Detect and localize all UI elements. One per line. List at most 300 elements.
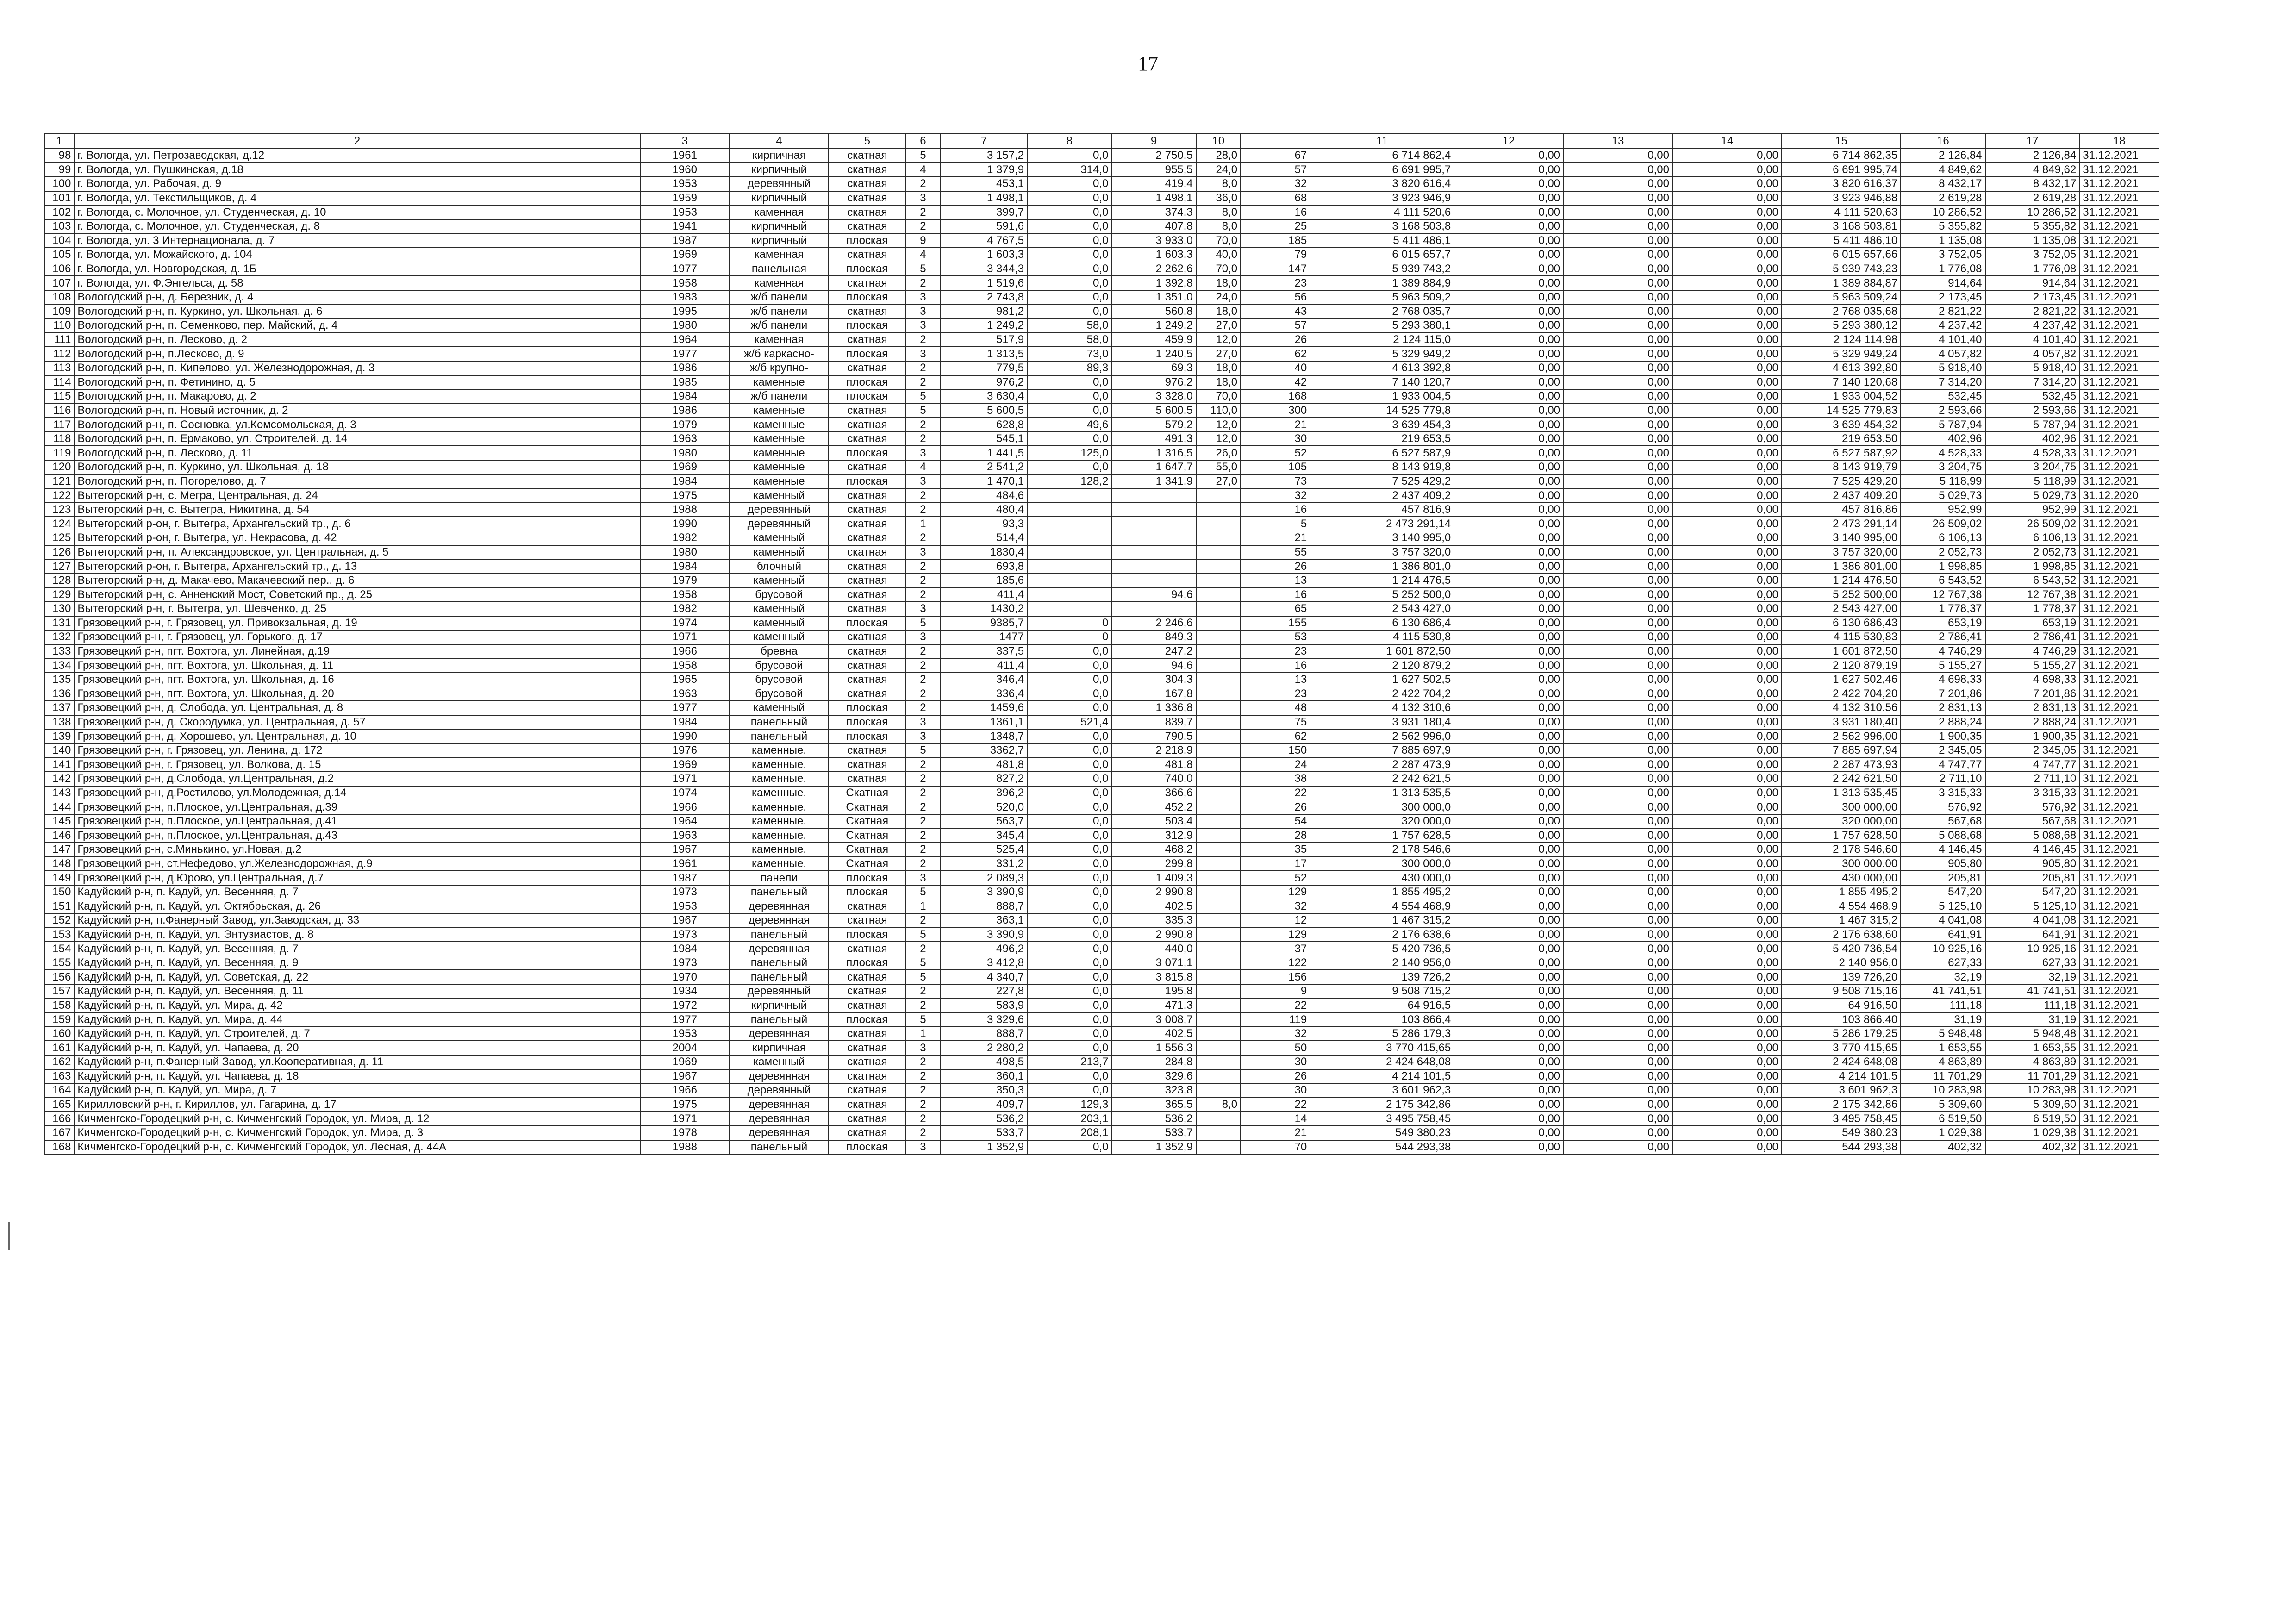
table-cell: 31.12.2021 — [2079, 871, 2159, 885]
table-cell: 57 — [1241, 163, 1310, 177]
table-cell: 6 714 862,4 — [1310, 149, 1454, 163]
table-row — [44, 1041, 2159, 1055]
table-cell: 109 — [44, 305, 74, 319]
table-cell: 1961 — [640, 857, 730, 871]
table-cell: 2 126,84 — [1985, 149, 2080, 163]
table-cell: 471,3 — [1111, 999, 1196, 1013]
table-cell: 1972 — [640, 999, 730, 1013]
table-cell: 0,00 — [1563, 333, 1672, 347]
table-cell — [1196, 673, 1241, 687]
table-cell — [1196, 488, 1241, 503]
table-cell: 2 768 035,7 — [1310, 305, 1454, 319]
table-cell: 31.12.2021 — [2079, 786, 2159, 800]
table-cell — [1196, 829, 1241, 843]
table-cell: 31.12.2021 — [2079, 305, 2159, 319]
table-cell: 2 437 409,20 — [1782, 488, 1901, 503]
table-cell: 3 — [905, 871, 940, 885]
table-cell: 0,00 — [1563, 743, 1672, 758]
table-cell: 1 900,35 — [1901, 729, 1985, 743]
table-cell: 0,00 — [1672, 800, 1782, 814]
table-cell: 102 — [44, 205, 74, 219]
table-row — [44, 460, 2159, 475]
table-cell: Скатная — [829, 857, 905, 871]
table-cell: 299,8 — [1111, 857, 1196, 871]
table-cell: Кадуйский р-н, п. Кадуй, ул. Энтузиастов, д. 8 — [74, 928, 640, 942]
table-cell: 0,00 — [1454, 1126, 1563, 1140]
table-row — [44, 871, 2159, 885]
table-cell: каменный — [730, 616, 829, 631]
table-cell: 336,4 — [940, 687, 1027, 701]
table-row — [44, 942, 2159, 956]
table-cell: 0,0 — [1027, 389, 1111, 404]
table-cell: панельный — [730, 715, 829, 730]
table-row — [44, 149, 2159, 163]
table-cell: 4 — [905, 460, 940, 475]
table-cell: 117 — [44, 418, 74, 432]
table-cell: 0,0 — [1027, 1012, 1111, 1027]
table-cell: 2 173,45 — [1901, 290, 1985, 305]
table-cell: скатная — [829, 248, 905, 262]
table-cell: 1960 — [640, 163, 730, 177]
table-cell: 116 — [44, 404, 74, 418]
table-cell: скатная — [829, 687, 905, 701]
table-cell: 8 432,17 — [1901, 177, 1985, 191]
table-cell: 1 — [905, 899, 940, 913]
table-cell: 3 315,33 — [1985, 786, 2080, 800]
table-cell: 120 — [44, 460, 74, 475]
table-cell: г. Вологда, ул. Ф.Энгельса, д. 58 — [74, 276, 640, 290]
table-cell: 0,00 — [1563, 460, 1672, 475]
table-cell: 0,00 — [1672, 389, 1782, 404]
header-cell: 13 — [1563, 134, 1672, 149]
table-cell: 1 603,3 — [1111, 248, 1196, 262]
table-cell: 2 562 996,0 — [1310, 729, 1454, 743]
table-cell: 8,0 — [1196, 219, 1241, 234]
table-cell: скатная — [829, 1098, 905, 1112]
table-cell: 2 593,66 — [1985, 404, 2080, 418]
table-cell: Вологодский р-н, п. Фетинино, д. 5 — [74, 375, 640, 390]
table-cell: Грязовецкий р-н, д.Слобода, ул.Центральная, д.2 — [74, 772, 640, 786]
table-cell: 567,68 — [1985, 814, 2080, 829]
table-cell: 2 — [905, 1069, 940, 1084]
table-cell: Грязовецкий р-н, г. Грязовец, ул. Привокзальная, д. 19 — [74, 616, 640, 631]
table-cell: 31.12.2021 — [2079, 149, 2159, 163]
table-cell: 136 — [44, 687, 74, 701]
table-cell: ж/б панели — [730, 389, 829, 404]
table-cell: 1984 — [640, 715, 730, 730]
table-cell: 1977 — [640, 262, 730, 276]
table-cell: 4 554 468,9 — [1782, 899, 1901, 913]
table-cell: 0,00 — [1454, 885, 1563, 899]
table-cell: 583,9 — [940, 999, 1027, 1013]
table-cell: 79 — [1241, 248, 1310, 262]
table-cell: 312,9 — [1111, 829, 1196, 843]
table-cell: каменный — [730, 1055, 829, 1069]
table-cell: 0,00 — [1454, 715, 1563, 730]
table-cell: 7 314,20 — [1901, 375, 1985, 390]
table-cell: 2 345,05 — [1901, 743, 1985, 758]
table-cell: скатная — [829, 418, 905, 432]
table-cell: плоская — [829, 956, 905, 970]
table-cell: бревна — [730, 644, 829, 659]
table-cell: скатная — [829, 305, 905, 319]
table-cell: ж/б каркасно- — [730, 347, 829, 361]
table-cell: 2 — [905, 1126, 940, 1140]
table-cell: 185,6 — [940, 574, 1027, 588]
table-cell: каменные — [730, 404, 829, 418]
table-cell — [1111, 488, 1196, 503]
table-cell: 3 168 503,81 — [1782, 219, 1901, 234]
table-cell: Кадуйский р-н, п. Кадуй, ул. Советская, д. 22 — [74, 970, 640, 984]
table-row — [44, 219, 2159, 234]
table-cell: 7 885 697,94 — [1782, 743, 1901, 758]
table-cell — [1196, 1012, 1241, 1027]
table-cell: 50 — [1241, 1041, 1310, 1055]
table-cell: деревянная — [730, 1112, 829, 1126]
table-cell: 14 525 779,83 — [1782, 404, 1901, 418]
table-cell: 31.12.2021 — [2079, 503, 2159, 517]
table-cell: брусовой — [730, 658, 829, 673]
table-cell: плоская — [829, 347, 905, 361]
table-row — [44, 418, 2159, 432]
table-cell: 1 — [905, 1027, 940, 1041]
table-cell: 6 519,50 — [1985, 1112, 2080, 1126]
table-cell: 31.12.2021 — [2079, 687, 2159, 701]
table-cell — [1027, 602, 1111, 616]
table-cell: 0,00 — [1563, 347, 1672, 361]
table-cell: 31.12.2021 — [2079, 432, 2159, 446]
table-cell: 0,00 — [1563, 531, 1672, 545]
table-cell: Вологодский р-н, д. Березник, д. 4 — [74, 290, 640, 305]
table-cell: 139 726,20 — [1782, 970, 1901, 984]
table-cell: 5 — [905, 262, 940, 276]
table-row — [44, 191, 2159, 206]
table-cell: 0,00 — [1563, 644, 1672, 659]
table-cell: 5 088,68 — [1985, 829, 2080, 843]
table-cell: 1 135,08 — [1985, 234, 2080, 248]
table-cell: 2 593,66 — [1901, 404, 1985, 418]
table-cell: 1459,6 — [940, 701, 1027, 715]
table-cell: 3 770 415,65 — [1310, 1041, 1454, 1055]
table-cell: 0,0 — [1027, 205, 1111, 219]
table-cell: 0,00 — [1454, 928, 1563, 942]
table-cell — [1196, 885, 1241, 899]
table-cell: 337,5 — [940, 644, 1027, 659]
table-cell: 402,5 — [1111, 1027, 1196, 1041]
table-row — [44, 333, 2159, 347]
table-cell: 31.12.2021 — [2079, 234, 2159, 248]
table-cell: скатная — [829, 503, 905, 517]
table-cell: 2 262,6 — [1111, 262, 1196, 276]
table-cell: 43 — [1241, 305, 1310, 319]
table-cell: 1975 — [640, 488, 730, 503]
table-cell: 0,00 — [1672, 658, 1782, 673]
table-cell: Кадуйский р-н, п.Фанерный Завод, ул.Кооперативная, д. 11 — [74, 1055, 640, 1069]
table-cell: Грязовецкий р-н, с.Минькино, ул.Новая, д.2 — [74, 843, 640, 857]
table-cell: Вологодский р-н, п. Сосновка, ул.Комсомольская, д. 3 — [74, 418, 640, 432]
table-cell: 23 — [1241, 276, 1310, 290]
table-cell: скатная — [829, 1069, 905, 1084]
table-cell: 976,2 — [1111, 375, 1196, 390]
table-cell: панельный — [730, 1140, 829, 1155]
table-cell: 0,00 — [1672, 375, 1782, 390]
table-cell: 156 — [1241, 970, 1310, 984]
table-cell: 0,00 — [1672, 1069, 1782, 1084]
table-cell: 18,0 — [1196, 305, 1241, 319]
header-cell: 12 — [1454, 134, 1563, 149]
table-cell: 31.12.2021 — [2079, 715, 2159, 730]
header-cell: 1 — [44, 134, 74, 149]
table-cell: 31.12.2021 — [2079, 1098, 2159, 1112]
table-cell: каменный — [730, 701, 829, 715]
table-cell: 0,00 — [1454, 1027, 1563, 1041]
table-cell: 1 601 872,50 — [1782, 644, 1901, 659]
table-row — [44, 276, 2159, 290]
table-cell: 0,00 — [1454, 758, 1563, 772]
table-row — [44, 475, 2159, 489]
table-cell: скатная — [829, 658, 905, 673]
table-cell: 31.12.2021 — [2079, 1083, 2159, 1098]
table-cell: 481,8 — [1111, 758, 1196, 772]
table-cell: 2004 — [640, 1041, 730, 1055]
table-cell: 65 — [1241, 602, 1310, 616]
table-cell: 144 — [44, 800, 74, 814]
table-cell — [1111, 531, 1196, 545]
table-cell: 31.12.2021 — [2079, 800, 2159, 814]
table-cell: 693,8 — [940, 559, 1027, 574]
table-cell: 0,0 — [1027, 658, 1111, 673]
table-cell: 2 711,10 — [1901, 772, 1985, 786]
table-cell: 0,00 — [1454, 843, 1563, 857]
table-cell: 0,0 — [1027, 701, 1111, 715]
table-cell: 101 — [44, 191, 74, 206]
table-cell: 3 412,8 — [940, 956, 1027, 970]
table-cell: 0,00 — [1563, 219, 1672, 234]
table-cell: 5 329 949,24 — [1782, 347, 1901, 361]
table-cell: 1987 — [640, 871, 730, 885]
table-cell: 0,00 — [1672, 644, 1782, 659]
table-cell — [1196, 743, 1241, 758]
table-cell: 32 — [1241, 1027, 1310, 1041]
table-cell: плоская — [829, 885, 905, 899]
table-cell: 0,00 — [1454, 1098, 1563, 1112]
table-cell: 0,00 — [1672, 234, 1782, 248]
table-cell: 5 118,99 — [1901, 475, 1985, 489]
table-cell: 31.12.2021 — [2079, 984, 2159, 999]
table-cell: 0,0 — [1027, 191, 1111, 206]
table-cell: Вологодский р-н, п. Семенково, пер. Майский, д. 4 — [74, 319, 640, 333]
table-cell — [1196, 942, 1241, 956]
table-cell: 0,00 — [1672, 899, 1782, 913]
table-cell: Вытегорский р-н, г. Вытегра, ул. Шевченко, д. 25 — [74, 602, 640, 616]
table-cell: 1 336,8 — [1111, 701, 1196, 715]
table-cell: 409,7 — [940, 1098, 1027, 1112]
table-row — [44, 446, 2159, 460]
table-cell: 2 140 956,0 — [1782, 956, 1901, 970]
table-cell: 0,00 — [1672, 1140, 1782, 1155]
table-cell: 320 000,00 — [1782, 814, 1901, 829]
table-cell: 0,00 — [1563, 1041, 1672, 1055]
table-cell: 468,2 — [1111, 843, 1196, 857]
table-cell: 300 000,00 — [1782, 857, 1901, 871]
table-cell: 5 — [905, 1012, 940, 1027]
table-cell: 323,8 — [1111, 1083, 1196, 1098]
table-cell: 31.12.2021 — [2079, 616, 2159, 631]
table-cell: 533,7 — [1111, 1126, 1196, 1140]
table-cell: 111,18 — [1985, 999, 2080, 1013]
table-cell: 5 252 500,0 — [1310, 587, 1454, 602]
table-cell: 21 — [1241, 1126, 1310, 1140]
table-cell: 64 916,5 — [1310, 999, 1454, 1013]
table-cell: 4 101,40 — [1901, 333, 1985, 347]
table-cell — [1196, 871, 1241, 885]
table-cell: 579,2 — [1111, 418, 1196, 432]
table-cell: 0,00 — [1563, 1083, 1672, 1098]
table-cell: скатная — [829, 149, 905, 163]
header-cell: 5 — [829, 134, 905, 149]
table-cell: Грязовецкий р-н, пгт. Вохтога, ул. Линейная, д.19 — [74, 644, 640, 659]
table-cell: 459,9 — [1111, 333, 1196, 347]
table-cell: 0,00 — [1454, 262, 1563, 276]
table-row — [44, 1098, 2159, 1112]
table-cell: 1976 — [640, 743, 730, 758]
table-cell: 3 752,05 — [1901, 248, 1985, 262]
table-cell: 1934 — [640, 984, 730, 999]
table-cell: 105 — [1241, 460, 1310, 475]
table-cell: 0,00 — [1563, 687, 1672, 701]
table-cell: 533,7 — [940, 1126, 1027, 1140]
table-cell: 111,18 — [1901, 999, 1985, 1013]
table-cell: 155 — [1241, 616, 1310, 631]
table-cell: 11 701,29 — [1901, 1069, 1985, 1084]
table-cell: 31.12.2021 — [2079, 262, 2159, 276]
table-cell: 0,00 — [1454, 658, 1563, 673]
table-cell: 888,7 — [940, 1027, 1027, 1041]
table-cell: 0,00 — [1454, 913, 1563, 928]
table-cell: 1 — [905, 517, 940, 531]
table-cell: 107 — [44, 276, 74, 290]
table-cell: 1 653,55 — [1901, 1041, 1985, 1055]
table-cell: 641,91 — [1901, 928, 1985, 942]
table-cell: скатная — [829, 772, 905, 786]
table-cell: 0,00 — [1672, 1126, 1782, 1140]
table-cell: 1953 — [640, 205, 730, 219]
table-cell: 1 647,7 — [1111, 460, 1196, 475]
table-cell — [1196, 517, 1241, 531]
table-cell: Вытегорский р-он, г. Вытегра, Архангельский тр., д. 13 — [74, 559, 640, 574]
table-cell: 7 314,20 — [1985, 375, 2080, 390]
table-cell: 1 855 495,2 — [1782, 885, 1901, 899]
table-cell: 2 052,73 — [1985, 545, 2080, 560]
table-cell: 1988 — [640, 503, 730, 517]
table-cell: 1969 — [640, 1055, 730, 1069]
table-cell: 2 124 115,0 — [1310, 333, 1454, 347]
table-cell: 0,00 — [1672, 970, 1782, 984]
table-cell: Кадуйский р-н, п. Кадуй, ул. Мира, д. 7 — [74, 1083, 640, 1098]
table-cell: Кадуйский р-н, п. Кадуй, ул. Мира, д. 42 — [74, 999, 640, 1013]
table-cell: Вологодский р-н, п. Кипелово, ул. Железнодорожная, д. 3 — [74, 361, 640, 375]
table-cell: 3 770 415,65 — [1782, 1041, 1901, 1055]
page-number: 17 — [1138, 52, 1158, 75]
table-cell: 3 008,7 — [1111, 1012, 1196, 1027]
table-cell: 0,00 — [1454, 970, 1563, 984]
table-cell: 3 601 962,3 — [1310, 1083, 1454, 1098]
table-cell: плоская — [829, 701, 905, 715]
table-cell: 0,00 — [1454, 1012, 1563, 1027]
table-cell: Грязовецкий р-н, п.Плоское, ул.Центральная, д.41 — [74, 814, 640, 829]
table-cell: 2 — [905, 984, 940, 999]
table-cell: 0,00 — [1563, 404, 1672, 418]
table-cell: ж/б панели — [730, 290, 829, 305]
table-cell: плоская — [829, 1012, 905, 1027]
table-cell: 4 849,62 — [1901, 163, 1985, 177]
table-cell: 1965 — [640, 673, 730, 687]
table-cell — [1196, 843, 1241, 857]
table-cell: 2 — [905, 205, 940, 219]
table-cell: 16 — [1241, 658, 1310, 673]
table-cell: 2 — [905, 1112, 940, 1126]
table-cell: 148 — [44, 857, 74, 871]
table-cell: 1953 — [640, 177, 730, 191]
table-cell: плоская — [829, 389, 905, 404]
table-cell: 110,0 — [1196, 404, 1241, 418]
table-cell — [1196, 503, 1241, 517]
table-cell: 1 778,37 — [1901, 602, 1985, 616]
table-cell: Вологодский р-н, п. Лесково, д. 2 — [74, 333, 640, 347]
header-cell: 15 — [1782, 134, 1901, 149]
table-row — [44, 857, 2159, 871]
table-cell: 13 — [1241, 673, 1310, 687]
table-cell: 1967 — [640, 913, 730, 928]
table-cell: Грязовецкий р-н, г. Грязовец, ул. Горького, д. 17 — [74, 630, 640, 644]
table-cell: скатная — [829, 673, 905, 687]
table-cell: 31.12.2021 — [2079, 772, 2159, 786]
table-cell: 0,00 — [1454, 191, 1563, 206]
table-cell: скатная — [829, 644, 905, 659]
table-cell: 0,00 — [1563, 602, 1672, 616]
table-cell: 2 — [905, 531, 940, 545]
table-cell: 140 — [44, 743, 74, 758]
table-row — [44, 673, 2159, 687]
table-row — [44, 913, 2159, 928]
table-cell: Кадуйский р-н, п. Кадуй, ул. Весенняя, д. 9 — [74, 956, 640, 970]
table-cell: 0,00 — [1672, 1027, 1782, 1041]
table-cell: 1941 — [640, 219, 730, 234]
table-cell: 549 380,23 — [1782, 1126, 1901, 1140]
table-row — [44, 177, 2159, 191]
table-cell: Грязовецкий р-н, д. Скородумка, ул. Центральная, д. 57 — [74, 715, 640, 730]
table-cell: деревянная — [730, 942, 829, 956]
table-cell: 1966 — [640, 800, 730, 814]
table-cell: 0,00 — [1563, 574, 1672, 588]
table-row — [44, 885, 2159, 899]
table-row — [44, 970, 2159, 984]
table-cell: 0,00 — [1454, 587, 1563, 602]
table-row — [44, 814, 2159, 829]
table-cell: кирпичная — [730, 149, 829, 163]
table-cell: 53 — [1241, 630, 1310, 644]
table-cell: 0,00 — [1563, 305, 1672, 319]
table-row — [44, 956, 2159, 970]
table-cell: 0,00 — [1672, 305, 1782, 319]
table-cell: 147 — [1241, 262, 1310, 276]
table-cell: 0,00 — [1563, 191, 1672, 206]
table-cell: 24,0 — [1196, 290, 1241, 305]
table-cell: 56 — [1241, 290, 1310, 305]
table-cell: 16 — [1241, 503, 1310, 517]
table-cell: 22 — [1241, 786, 1310, 800]
table-cell: 0,00 — [1672, 743, 1782, 758]
